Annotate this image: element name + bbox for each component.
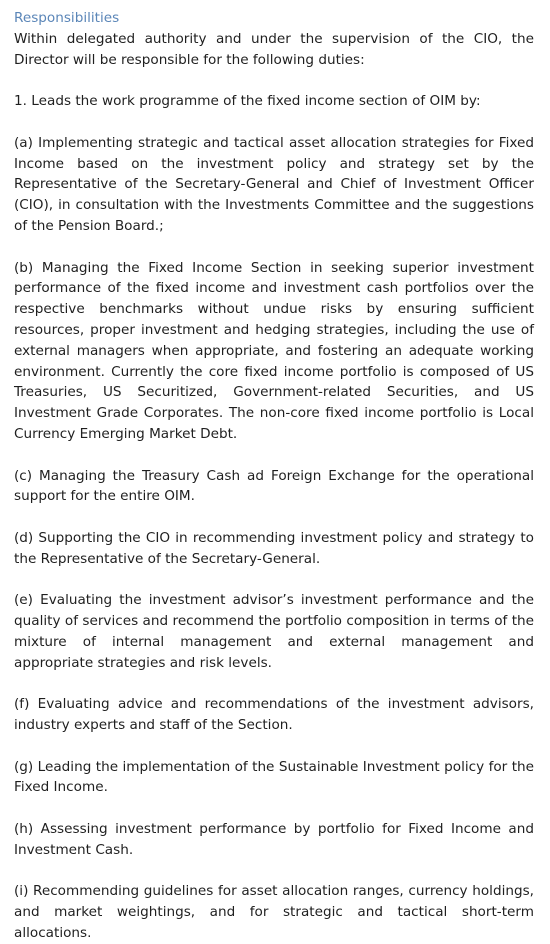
duty-item-h: (h) Assessing investment performance by portfolio for Fixed Income and Investment Cash. [14,821,534,858]
duty-item-i: (i) Recommending guidelines for asset allocation ranges, currency holdings, and market weightings, and for strategic and tactical short-term allocations. [14,883,534,942]
duty-item-f: (f) Evaluating advice and recommendations of the investment advisors, industry experts and staff of the Section. [14,696,534,734]
responsibilities-section [14,8,534,944]
duty-item-b: (b) Managing the Fixed Income Section in seeking superior investment performance of the fixed income and investment cash portfolios over the respective benchmarks without undue risks by ensuring sufficient resources, proper investment and hedging strategies, including the use of external managers when appropriate, and fostering an adequate working environment. Currently the core fixed income portfolio is composed of US Treasuries, US Securitized, Government-related Securities, and US Investment Grade Corporates. The non-core fixed income portfolio is Local Currency Emerging Market Debt. [14,259,534,442]
intro-paragraph: Within delegated authority and under the supervision of the CIO, the Director will be responsible for the following duties: [14,30,534,68]
duty-item-d: (d) Supporting the CIO in recommending investment policy and strategy to the Representative of the Secretary-General. [14,529,534,567]
duty-item-1: 1. Leads the work programme of the fixed income section of OIM by: [14,93,481,110]
duty-item-c: (c) Managing the Treasury Cash ad Foreign Exchange for the operational support for the entire OIM. [14,467,534,505]
duty-item-g: (g) Leading the implementation of the Sustainable Investment policy for the Fixed Income. [14,758,534,796]
section-heading: Responsibilities [14,10,120,26]
duty-item-e: (e) Evaluating the investment advisor’s investment performance and the quality of services and recommend the portfolio composition in terms of the mixture of internal management and external management and appropriate strategies and risk levels. [14,592,534,671]
duty-item-a: (a) Implementing strategic and tactical asset allocation strategies for Fixed Income based on the investment policy and strategy set by the Representative of the Secretary-General and Chief of Investment Officer (CIO), in consultation with the Investments Committee and the suggestions of the Pension Board.; [14,134,534,234]
